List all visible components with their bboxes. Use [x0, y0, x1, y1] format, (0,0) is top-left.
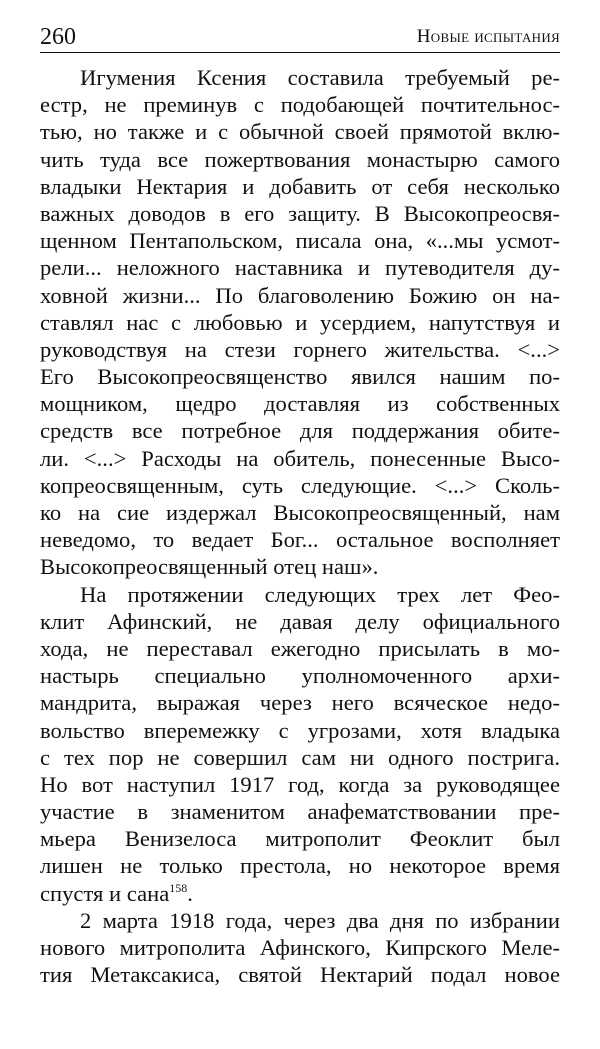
page-header [40, 22, 560, 53]
text-line: щенном Пентапольском, писала она, «...мы усмот- [40, 228, 560, 254]
text-line: На протяжении следующих трех лет Фео- [80, 581, 560, 607]
text-line: средств все потребное для поддержания обите- [40, 418, 560, 444]
sentence-end: . [187, 880, 193, 906]
text-line: хода, не переставал ежегодно присылать в мо- [40, 635, 560, 661]
paragraph [40, 907, 560, 989]
text-line: ко на сие издержал Высокопреосвященный, нам [40, 500, 560, 525]
text-line: тью, но также и с обычной своей прямотой вклю- [40, 119, 560, 145]
text-line: мощником, щедро доставляя из собственных [40, 391, 560, 417]
text-line: неведомо, то ведает Бог... остальное восполняет [40, 527, 560, 553]
text-line: руководствуя на стези горнего жительства. <...> [40, 336, 560, 362]
text-line: мандрита, выражая через него всяческое недо- [40, 690, 560, 716]
running-title: Новые испытания [416, 26, 560, 47]
text-line: естр, не преминув с подобающей почтительнос- [40, 92, 560, 118]
text-line: лишен не только престола, но некоторое время [40, 853, 560, 879]
text-line: участие в знаменитом анафематствовании пре- [40, 799, 560, 825]
text-line: Но вот наступил 1917 год, когда за руководящее [40, 771, 560, 797]
text-line: рели... неложного наставника и путеводителя ду- [40, 255, 560, 281]
footnote-reference[interactable]: 158 [169, 880, 188, 895]
page-number: 260 [40, 24, 76, 50]
paragraph [40, 64, 560, 581]
text-line: Высокопреосвященный отец наш». [40, 554, 379, 580]
text-line: важных доводов в его защиту. В Высокопреосвя- [40, 200, 560, 226]
text-line: мьера Венизелоса митрополит Феоклит был [40, 826, 560, 852]
body-text [40, 64, 560, 988]
text-line: нового митрополита Афинского, Кипрского Меле- [40, 935, 560, 960]
text-line: Игумения Ксения составила требуемый ре- [80, 65, 560, 90]
text-line: ставлял нас с любовью и усердием, напутствуя и [40, 309, 560, 335]
text-line-content: спустя и сана [40, 880, 170, 906]
text-line: копреосвященным, суть следующие. <...> Сколь- [40, 472, 560, 498]
text-line: вольство вперемежку с угрозами, хотя владыка [40, 717, 560, 743]
text-line [40, 880, 560, 907]
paragraph [40, 581, 560, 907]
text-line: клит Афинский, не давая делу официального [40, 608, 560, 634]
text-line: владыки Нектария и добавить от себя несколько [40, 173, 560, 199]
text-line: тия Метаксакиса, святой Нектарий подал новое [40, 962, 560, 988]
text-line: ховной жизни... По благоволению Божию он на- [40, 282, 560, 308]
text-line: настырь специально уполномоченного архи- [40, 663, 560, 689]
text-line: Его Высокопреосвященство явился нашим по- [40, 364, 560, 390]
text-line: 2 марта 1918 года, через два дня по избрании [80, 907, 560, 933]
text-line: ли. <...> Расходы на обитель, понесенные Высо- [40, 445, 560, 471]
text-line: чить туда все пожертвования монастырю самого [40, 146, 560, 172]
text-line: с тех пор не совершил сам ни одного пострига. [40, 744, 560, 770]
